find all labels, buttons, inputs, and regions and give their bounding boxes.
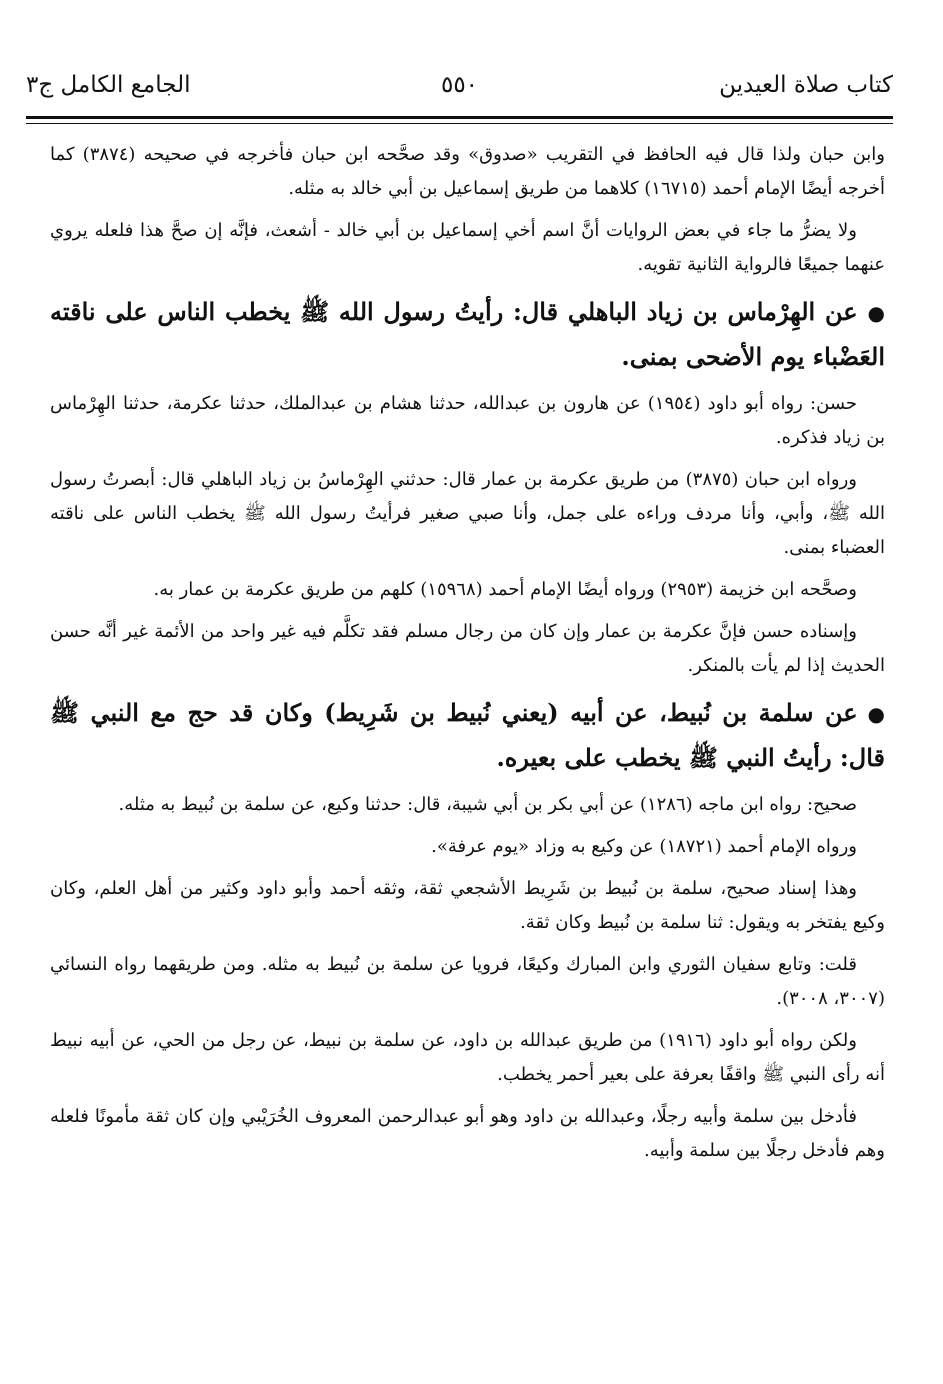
- paragraph: صحيح: رواه ابن ماجه (١٢٨٦) عن أبي بكر بن أبي شيبة، قال: حدثنا وكيع، عن سلمة بن نُبيط به مثله.: [118, 794, 857, 815]
- header-rule-thick: [26, 116, 893, 119]
- paragraph: فأدخل بين سلمة وأبيه رجلًا، وعبدالله بن داود وهو أبو عبدالرحمن المعروف الخُرَيْبي وإن كان ثقة مأمونًا فلعله وهم فأدخل رجلًا بين سلمة وأبيه.: [50, 1106, 885, 1161]
- bullet-icon: ●: [867, 301, 885, 325]
- book-title: كتاب صلاة العيدين: [719, 72, 893, 98]
- hadith-text: [50, 691, 885, 780]
- paragraph: وصحَّحه ابن خزيمة (٢٩٥٣) ورواه أيضًا الإمام أحمد (١٥٩٦٨) كلهم من طريق عكرمة بن عمار به.: [153, 579, 857, 600]
- paragraph: ورواه الإمام أحمد (١٨٧٢١) عن وكيع به وزاد «يوم عرفة».: [431, 836, 857, 857]
- paragraph: قلت: وتابع سفيان الثوري وابن المبارك وكيعًا، فرويا عن سلمة بن نُبيط به مثله. ومن طريقهما رواه النسائي (٣٠٠٧، ٣٠٠٨).: [50, 954, 885, 1009]
- paragraph: ولا يضرُّ ما جاء في بعض الروايات أنَّ اسم أخي إسماعيل بن أبي خالد - أشعث، فإنَّه إن صحَّ هذا فلعله يروي عنهما جميعًا فالرواية الثانية تقويه.: [50, 220, 885, 275]
- header-rule-thin: [26, 123, 893, 124]
- paragraph: وابن حبان ولذا قال فيه الحافظ في التقريب «صدوق» وقد صحَّحه ابن حبان فأخرجه في صحيحه (٣٨٧٤) كما أخرجه أيضًا الإمام أحمد (١٦٧١٥) كلاهما من طريق إسماعيل بن أبي خالد به مثله.: [50, 144, 885, 199]
- bullet-icon: ●: [867, 702, 885, 726]
- paragraph: ورواه ابن حبان (٣٨٧٥) من طريق عكرمة بن عمار قال: حدثني الهِرْماسُ بن زياد الباهلي قال: أبصرتُ رسول الله ﷺ، وأبي، وأنا مردف وراءه على جمل، وأنا صبي صغير فرأيتُ رسول الله ﷺ يخطب الناس على ناقته العضباء بمنى.: [50, 469, 885, 558]
- paragraph: وهذا إسناد صحيح، سلمة بن نُبيط بن شَرِيط الأشجعي ثقة، وثقه أحمد وأبو داود وكثير من أهل العلم، وكان وكيع يفتخر به ويقول: ثنا سلمة بن نُبيط وكان ثقة.: [50, 878, 885, 933]
- hadith-text: [50, 290, 885, 379]
- hadith-body: عن سلمة بن نُبيط، عن أبيه (يعني نُبيط بن شَرِيط) وكان قد حج مع النبي ﷺ قال: رأيتُ النبي ﷺ يخطب على بعيره.: [50, 698, 885, 772]
- paragraph: ولكن رواه أبو داود (١٩١٦) من طريق عبدالله بن داود، عن سلمة بن نبيط، عن رجل من الحي، عن أبيه نبيط أنه رأى النبي ﷺ واقفًا بعرفة على بعير أحمر يخطب.: [50, 1030, 885, 1085]
- page-header: [26, 62, 893, 112]
- hadith-body: عن الهِرْماس بن زياد الباهلي قال: رأيتُ رسول الله ﷺ يخطب الناس على ناقته العَضْباء يوم الأضحى بمنى.: [50, 297, 885, 371]
- volume-title: الجامع الكامل ج٣: [26, 72, 191, 98]
- page-number: ٥٥٠: [440, 72, 479, 98]
- paragraph: حسن: رواه أبو داود (١٩٥٤) عن هارون بن عبدالله، حدثنا هشام بن عبدالملك، حدثنا عكرمة، حدثنا الهِرْماس بن زياد فذكره.: [50, 393, 885, 448]
- paragraph: وإسناده حسن فإنَّ عكرمة بن عمار وإن كان من رجال مسلم فقد تكلَّم فيه غير واحد من الأئمة غير أنَّه حسن الحديث إذا لم يأت بالمنكر.: [50, 621, 885, 676]
- page-body: [50, 138, 885, 1176]
